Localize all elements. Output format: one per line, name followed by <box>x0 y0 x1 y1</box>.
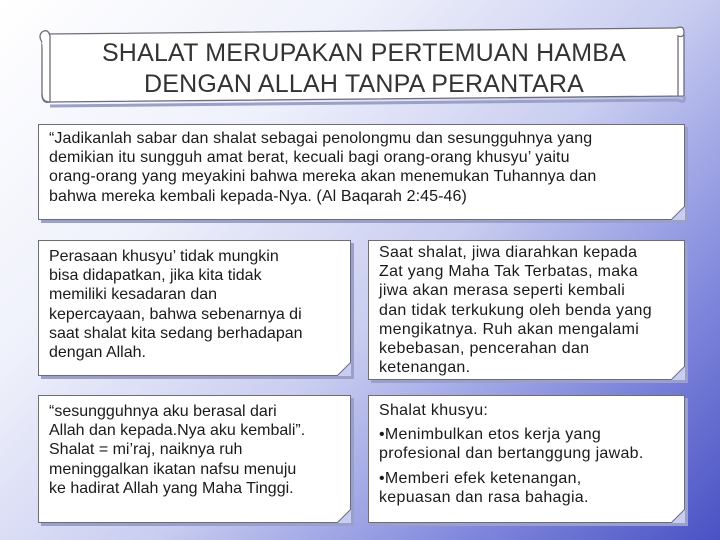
berasal-line-1: “sesungguhnya aku berasal dari <box>49 403 277 420</box>
khusyu-card <box>38 240 351 376</box>
bullet-2-line-2: kepuasan dan rasa bahagia. <box>379 488 589 506</box>
jiwa-line-5: mengikatnya. Ruh akan mengalami <box>379 320 640 338</box>
quote-card <box>38 124 685 220</box>
khusyu-line-6: dengan Allah. <box>49 344 146 362</box>
folded-corner-icon <box>337 362 351 376</box>
khusyu-line-5: saat shalat kita sedang berhadapan <box>49 324 303 342</box>
folded-corner-icon <box>671 509 685 523</box>
jiwa-line-7: ketenangan. <box>379 359 471 377</box>
title-line-1: SHALAT MERUPAKAN PERTEMUAN HAMBA <box>101 39 627 67</box>
quote-line-1: “Jadikanlah sabar dan shalat sebagai penolongmu dan sesungguhnya yang <box>49 130 593 147</box>
folded-corner-icon <box>337 509 351 523</box>
manfaat-card <box>368 395 685 523</box>
folded-corner-icon <box>671 206 685 220</box>
jiwa-line-2: Zat yang Maha Tak Terbatas, maka <box>379 263 638 281</box>
khusyu-line-4: kepercayaan, bahwa sebenarnya di <box>49 305 302 323</box>
berasal-line-2: Allah dan kepada.Nya aku kembali”. <box>49 422 306 440</box>
bullet-2-line-1: •Memberi efek ketenangan, <box>379 469 582 487</box>
quote-line-3: orang-orang yang meyakini bahwa mereka akan menemukan Tuhannya dan <box>49 168 597 186</box>
bullet-1-line-2: profesional dan bertanggung jawab. <box>379 445 644 463</box>
jiwa-line-6: kebebasan, pencerahan dan <box>379 340 590 358</box>
jiwa-line-1: Saat shalat, jiwa diarahkan kepada <box>379 244 638 261</box>
quote-line-4: bahwa mereka kembali kepada-Nya. (Al Baqarah 2:45-46) <box>49 187 467 205</box>
bullet-1-line-1: •Menimbulkan etos kerja yang <box>379 426 602 444</box>
jiwa-card <box>368 240 685 380</box>
title-scroll-banner <box>36 26 686 108</box>
bullet-item <box>379 425 684 463</box>
khusyu-line-2: bisa didapatkan, jika kita tidak <box>49 267 262 285</box>
folded-corner-icon <box>671 366 685 380</box>
manfaat-heading: Shalat khusyu: <box>379 402 489 419</box>
berasal-line-3: Shalat = mi’raj, naiknya ruh <box>49 441 243 459</box>
berasal-line-4: meninggalkan ikatan nafsu menuju <box>49 460 297 478</box>
berasal-line-5: ke hadirat Allah yang Maha Tinggi. <box>49 479 294 497</box>
quote-line-2: demikian itu sungguh amat berat, kecuali bagi orang-orang khusyu’ yaitu <box>49 149 570 167</box>
jiwa-line-4: dan tidak terkukung oleh benda yang <box>379 301 652 319</box>
berasal-card <box>38 395 351 523</box>
khusyu-line-1: Perasaan khusyu’ tidak mungkin <box>49 248 279 265</box>
jiwa-line-3: jiwa akan merasa seperti kembali <box>379 282 626 300</box>
title-line-2: DENGAN ALLAH TANPA PERANTARA <box>144 70 584 98</box>
bullet-item <box>379 469 684 507</box>
khusyu-line-3: memiliki kesadaran dan <box>49 286 218 304</box>
page-title <box>56 38 672 100</box>
